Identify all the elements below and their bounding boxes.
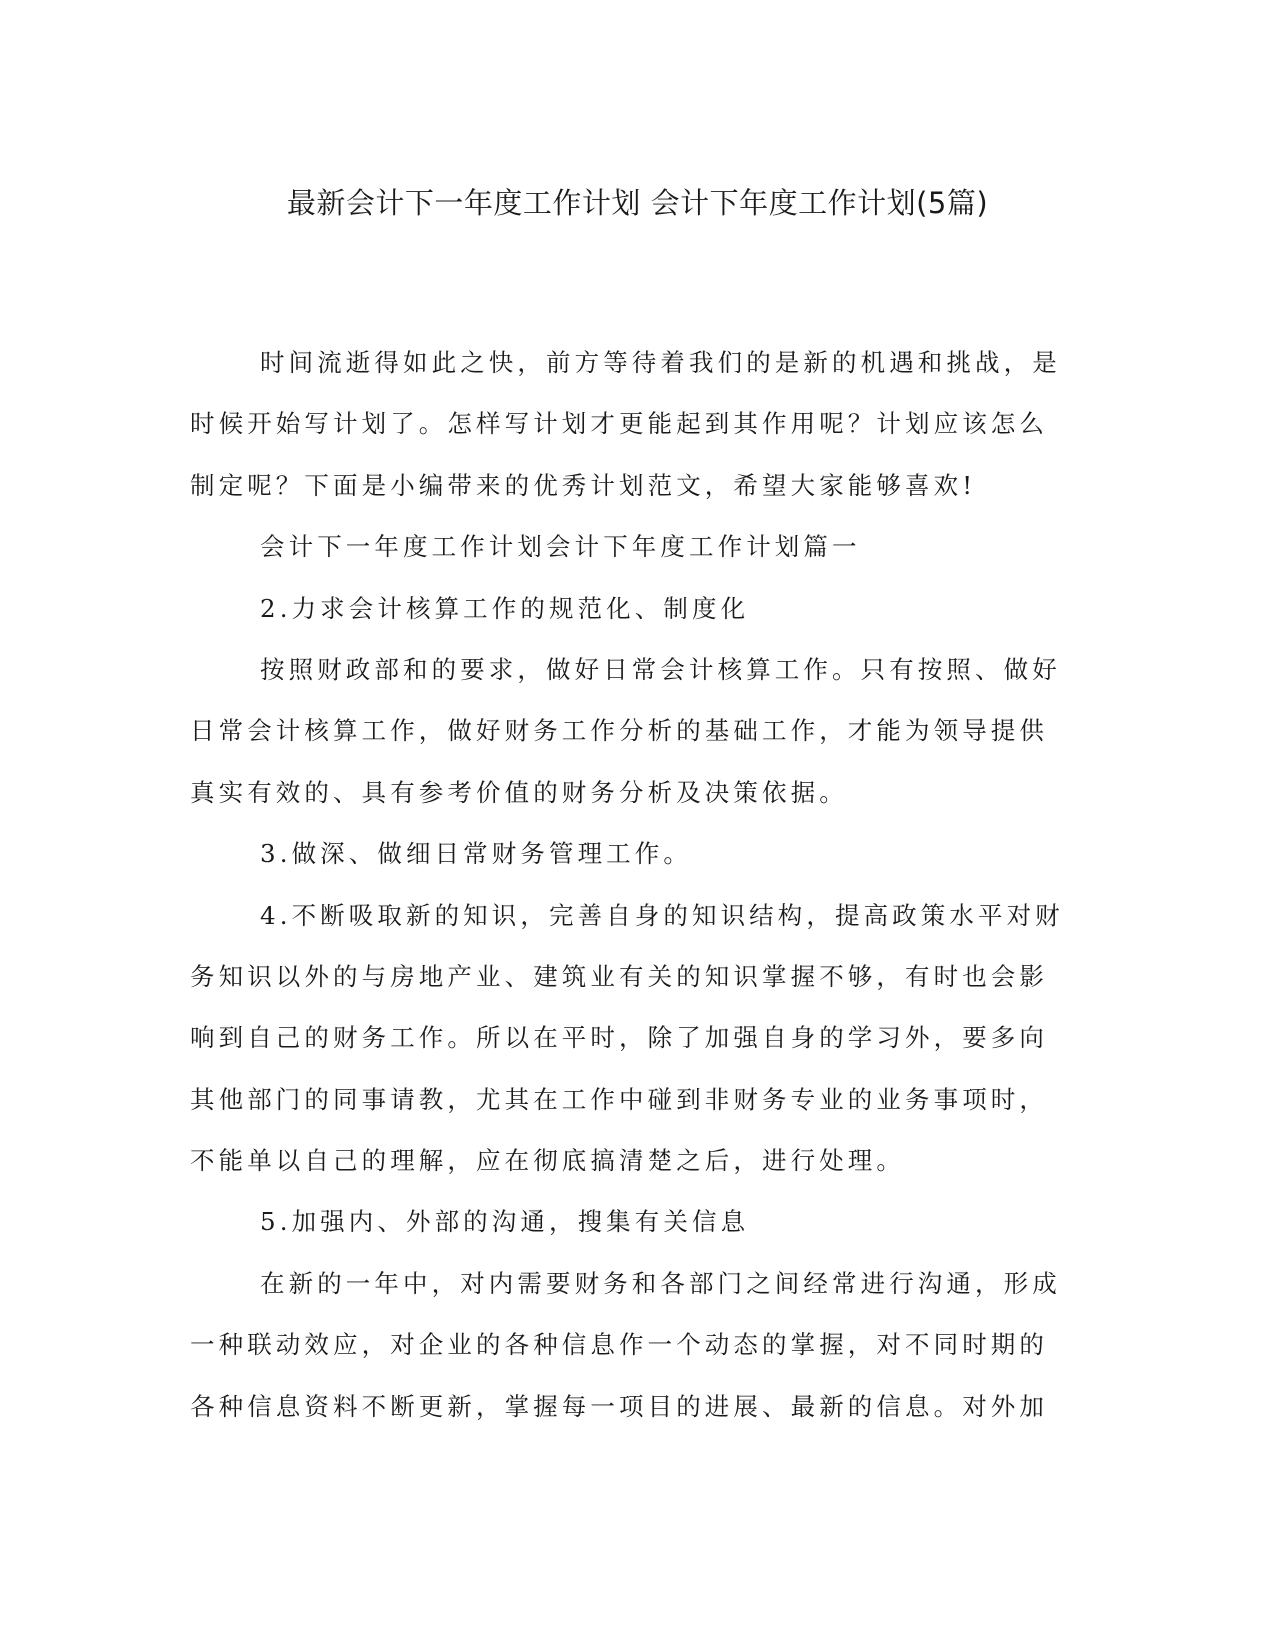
body-line: 制定呢？下面是小编带来的优秀计划范文，希望大家能够喜欢! <box>190 470 977 500</box>
document-title: 最新会计下一年度工作计划 会计下年度工作计划(5篇) <box>286 186 989 220</box>
numbered-item-heading: 3.做深、做细日常财务管理工作。 <box>260 839 692 869</box>
body-line: 按照财政部和的要求，做好日常会计核算工作。只有按照、做好 <box>260 654 1061 684</box>
document-body <box>190 332 1070 1437</box>
body-line: 时间流逝得如此之快，前方等待着我们的是新的机遇和挑战，是 <box>260 348 1061 377</box>
body-line: 真实有效的、具有参考价值的财务分析及决策依据。 <box>190 777 848 807</box>
section-heading: 会计下一年度工作计划会计下年度工作计划篇一 <box>260 532 861 562</box>
body-line: 时候开始写计划了。怎样写计划才更能起到其作用呢？计划应该怎么 <box>190 409 1048 439</box>
body-line: 不能单以自己的理解，应在彻底搞清楚之后，进行处理。 <box>190 1146 905 1176</box>
body-line: 一种联动效应，对企业的各种信息作一个动态的掌握，对不同时期的 <box>190 1330 1048 1360</box>
numbered-item-heading: 2.力求会计核算工作的规范化、制度化 <box>260 593 750 623</box>
body-line: 日常会计核算工作，做好财务工作分析的基础工作，才能为领导提供 <box>190 716 1048 746</box>
body-line: 其他部门的同事请教，尤其在工作中碰到非财务专业的业务事项时， <box>190 1084 1048 1114</box>
body-line: 响到自己的财务工作。所以在平时，除了加强自身的学习外，要多向 <box>190 1023 1048 1053</box>
body-line: 务知识以外的与房地产业、建筑业有关的知识掌握不够，有时也会影 <box>190 961 1048 991</box>
body-line: 各种信息资料不断更新，掌握每一项目的进展、最新的信息。对外加 <box>190 1391 1048 1421</box>
numbered-item-heading: 5.加强内、外部的沟通，搜集有关信息 <box>260 1207 750 1237</box>
numbered-item-heading: 4.不断吸取新的知识，完善自身的知识结构，提高政策水平对财 <box>260 900 1064 930</box>
body-line: 在新的一年中，对内需要财务和各部门之间经常进行沟通，形成 <box>260 1268 1061 1298</box>
